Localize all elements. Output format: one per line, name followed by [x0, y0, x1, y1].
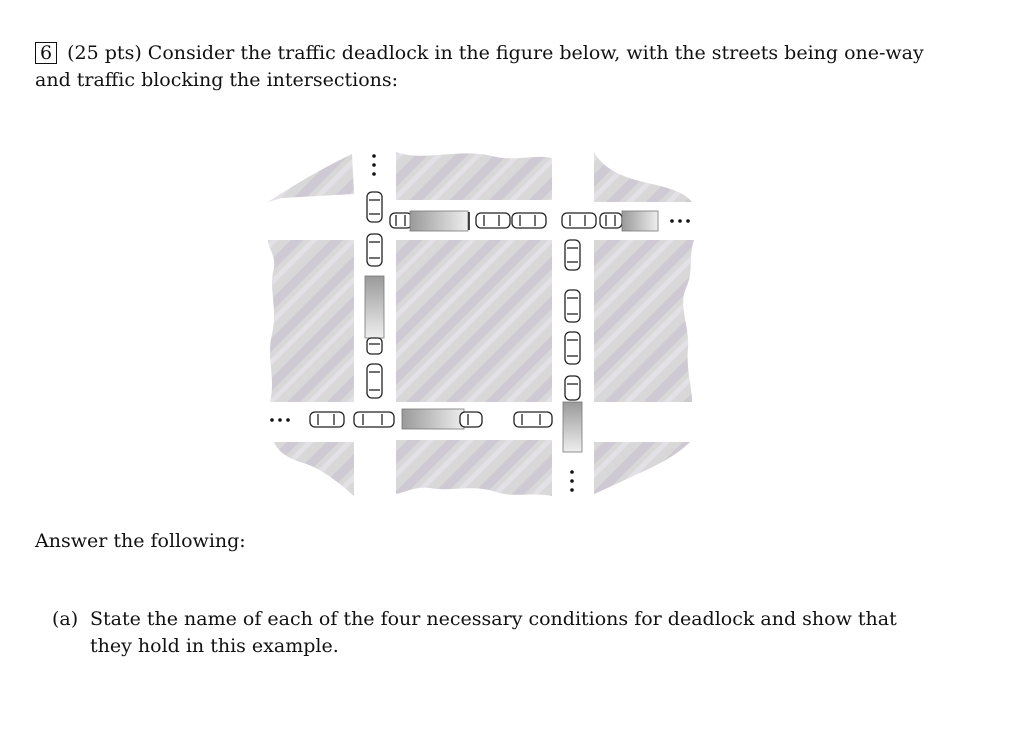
city-block: [396, 440, 552, 496]
ellipsis-bottom-right: [570, 470, 574, 492]
car: [512, 213, 546, 228]
question-6: [35, 40, 935, 94]
answer-lead: Answer the following:: [35, 530, 246, 552]
car: [354, 412, 394, 427]
part-a-label: (a): [52, 608, 79, 630]
car: [367, 364, 382, 398]
city-block: [268, 154, 354, 202]
part-a-text: State the name of each of the four necessary conditions for deadlock and show that they hold in this example.: [90, 608, 897, 657]
question-number-box: 6: [35, 42, 57, 64]
city-block: [268, 240, 354, 402]
car: [476, 213, 510, 228]
city-block: [396, 152, 552, 200]
car: [367, 192, 382, 222]
ellipsis-top-left: [372, 154, 376, 176]
car: [390, 213, 412, 228]
city-block: [594, 442, 690, 494]
truck: [410, 211, 468, 231]
car: [310, 412, 344, 427]
truck: [622, 211, 658, 231]
car: [565, 376, 580, 400]
city-block: [396, 240, 552, 402]
car: [565, 240, 580, 270]
ellipsis-bottom-left: [270, 418, 290, 422]
city-block: [274, 442, 354, 496]
car: [565, 332, 580, 364]
city-block: [594, 240, 694, 402]
truck: [563, 402, 582, 452]
question-prompt: Consider the traffic deadlock in the figure below, with the streets being one-way and traffic blocking the intersections:: [35, 42, 924, 91]
truck: [402, 409, 464, 429]
car: [600, 213, 622, 228]
traffic-deadlock-illustration: [264, 148, 696, 500]
city-block: [594, 152, 692, 202]
truck: [365, 276, 384, 338]
ellipsis-top-right: [670, 219, 690, 223]
car: [514, 412, 552, 427]
car: [367, 234, 382, 266]
car: [460, 412, 482, 427]
car: [562, 213, 596, 228]
question-points: (25 pts): [67, 42, 142, 64]
traffic-deadlock-figure: [264, 148, 696, 500]
car: [565, 290, 580, 322]
part-a: [52, 606, 932, 660]
car: [367, 338, 382, 354]
